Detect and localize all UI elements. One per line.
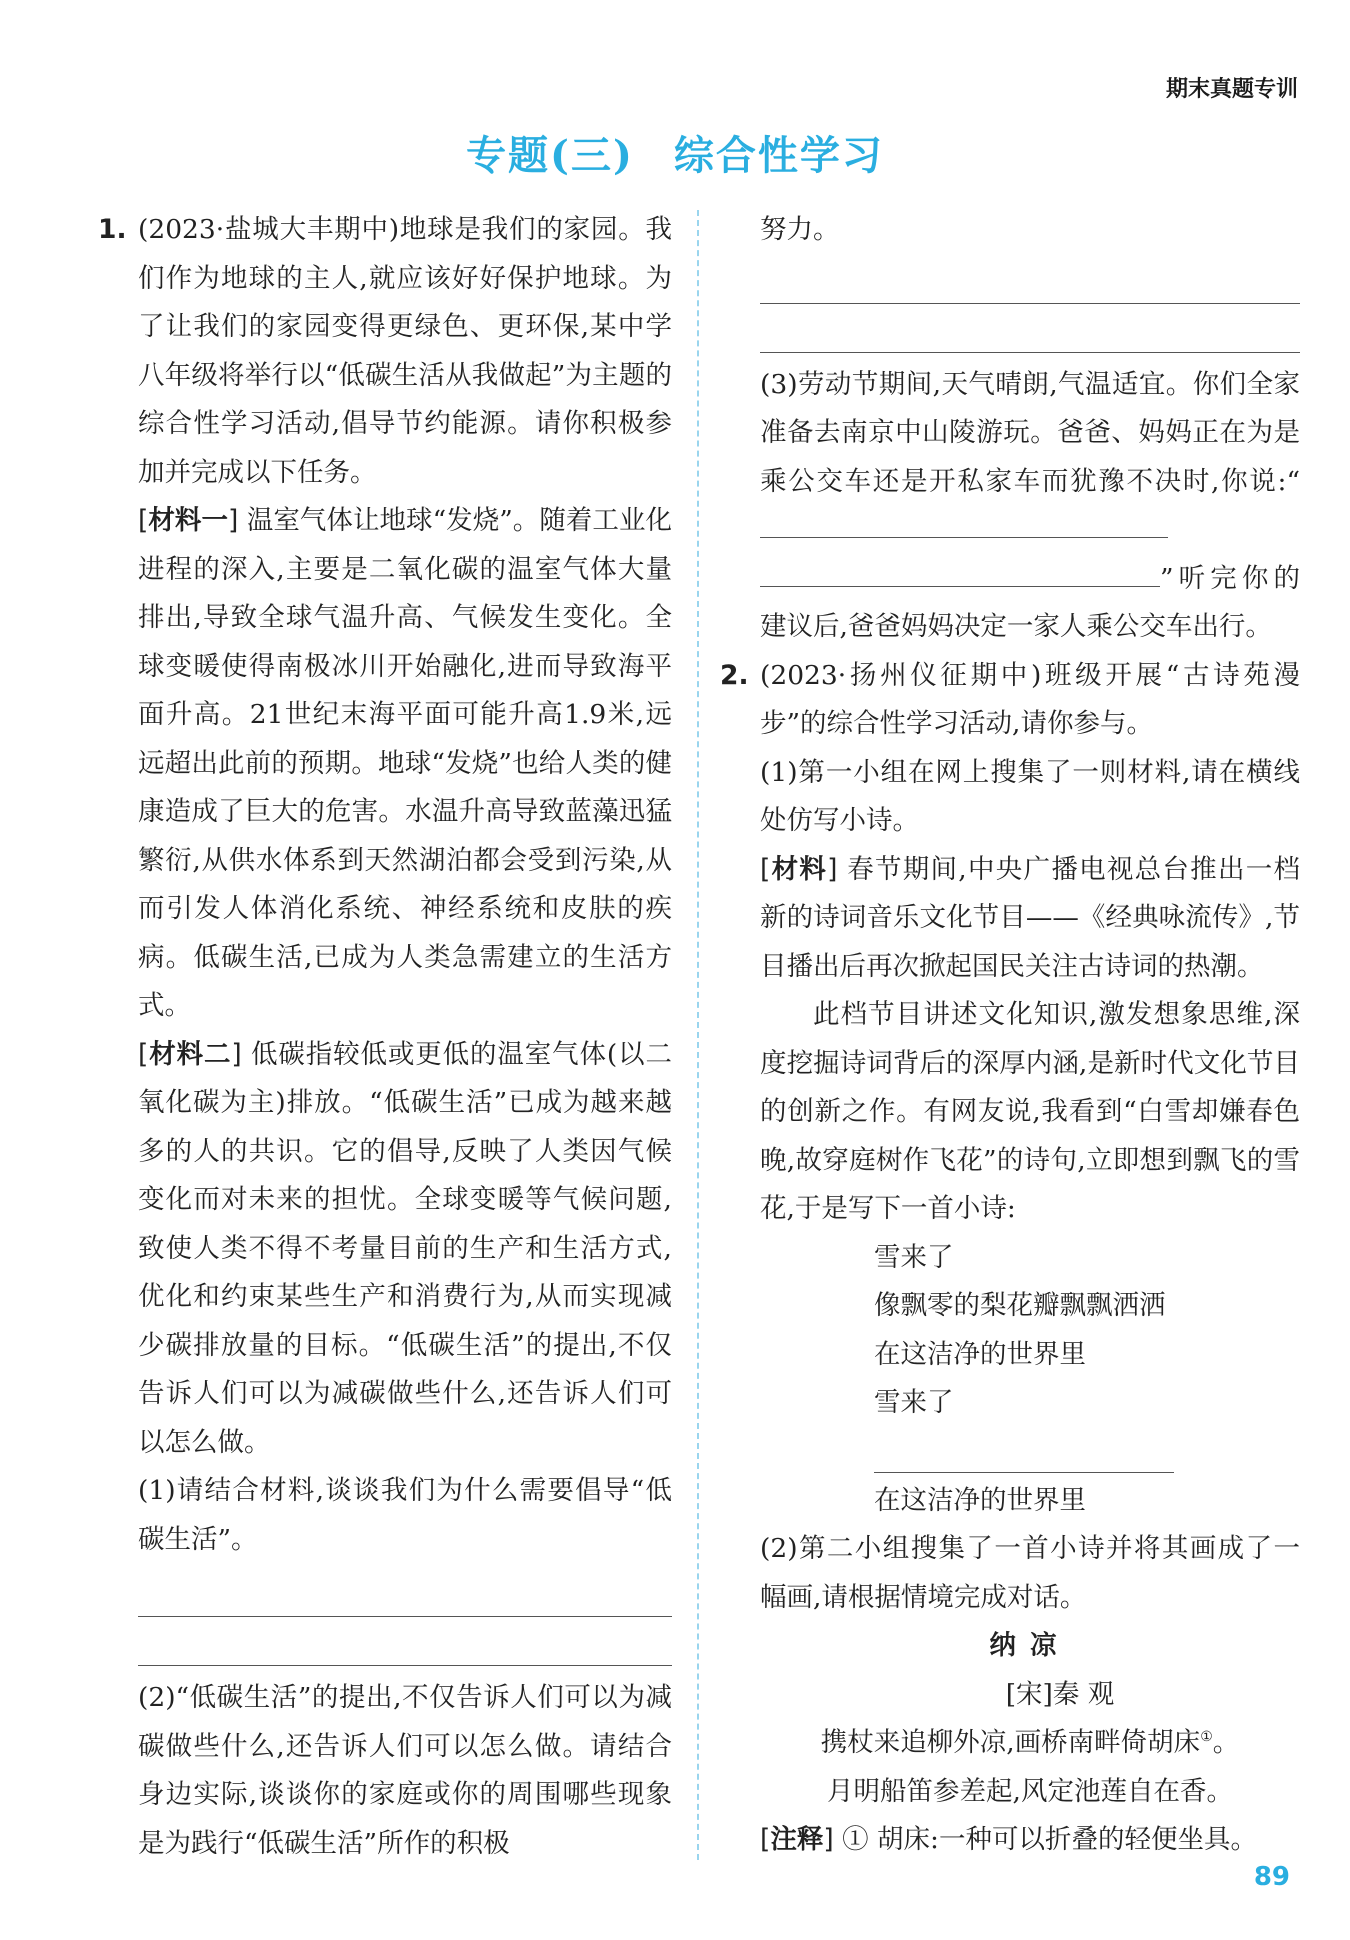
poem-line: 在这洁净的世界里	[874, 1484, 1086, 1516]
question-2-sub-1: (1)第一小组在网上搜集了一则材料,请在横线处仿写小诗。	[760, 756, 1300, 836]
material-text-1: 春节期间,中央广播电视总台推出一档新的诗词音乐文化节目——《经典咏流传》,节目播出后再次掀起国民关注古诗词的热潮。	[760, 853, 1300, 982]
sub-question-1: (1)请结合材料,谈谈我们为什么需要倡导“低碳生活”。	[138, 1475, 672, 1555]
material	[760, 846, 1300, 992]
poem-2-line-2: 月明船笛参差起,风定池莲自在香。	[827, 1775, 1233, 1807]
question-2-intro	[720, 652, 1300, 749]
answer-line[interactable]	[138, 1617, 672, 1666]
question-2-sub-2: (2)第二小组搜集了一首小诗并将其画成了一幅画,请根据情境完成对话。	[760, 1533, 1300, 1613]
poem-2-author: [宋]秦 观	[1005, 1678, 1115, 1710]
material-text-2: 此档节目讲述文化知识,激发想象思维,深度挖掘诗词背后的深厚内涵,是新时代文化节目的创新之作。有网友说,我看到“白雪却嫌春色晚,故穿庭树作飞花”的诗句,立即想到飘飞的雪花,于是写下一首小诗:	[760, 999, 1300, 1224]
column-divider	[697, 210, 699, 1860]
answer-line[interactable]	[138, 1568, 672, 1617]
note-marker: ①	[1200, 1729, 1213, 1746]
material-2	[138, 1031, 672, 1468]
material-2-text: 低碳指较低或更低的温室气体(以二氧化碳为主)排放。“低碳生活”已成为越来越多的人的共识。它的倡导,反映了人类因气候变化而对未来的担忧。全球变暖等气候问题,致使人类不得不考量目前的生产和生活方式,优化和约束某些生产和消费行为,从而实现减少碳排放量的目标。“低碳生活”的提出,不仅告诉人们可以为减碳做些什么,还告诉人们可以怎么做。	[138, 1038, 673, 1458]
answer-line[interactable]	[760, 304, 1300, 353]
question-1-number: 1.	[98, 214, 127, 245]
question-2-number: 2.	[720, 659, 749, 691]
sub-question-3	[760, 361, 1300, 652]
title-name: 综合性学习	[673, 132, 884, 179]
poem-line: 雪来了	[874, 1241, 954, 1273]
continuation-text: 努力。	[760, 214, 840, 245]
annotation-text: ① 胡床:一种可以折叠的轻便坐具。	[842, 1824, 1257, 1855]
header-tag: 期末真题专训	[1165, 77, 1298, 102]
question-2-text: (2023·扬州仪征期中)班级开展“古诗苑漫步”的综合性学习活动,请你参与。	[760, 659, 1300, 739]
question-1-text: (2023·盐城大丰期中)地球是我们的家园。我们作为地球的主人,就应该好好保护地球。为了让我们的家园变得更绿色、更环保,某中学八年级将举行以“低碳生活从我做起”为主题的综合性学习活动,倡导节约能源。请你积极参加并完成以下任务。	[138, 214, 672, 488]
material-1-tag: [ 材料一 ]	[138, 505, 238, 536]
material-1	[138, 497, 672, 1031]
page-title	[0, 124, 1350, 181]
poem-2-line-1-text: 携杖来追柳外凉,画桥南畔倚胡床	[820, 1727, 1201, 1758]
annotation-tag: [ 注释 ]	[760, 1824, 834, 1855]
answer-blank[interactable]	[760, 556, 1160, 587]
poem-line: 像飘零的梨花瓣飘飘洒洒	[874, 1290, 1166, 1321]
poem-line: 在这洁净的世界里	[874, 1338, 1086, 1370]
poem-line: 雪来了	[874, 1387, 954, 1418]
sub-question-3-text: (3)劳动节期间,天气晴朗,气温适宜。你们全家准备去南京中山陵游玩。爸爸、妈妈正在为是乘公交车还是开私家车而犹豫不决时,你说:“	[760, 368, 1300, 497]
question-1-intro	[98, 206, 672, 497]
right-column	[720, 206, 1300, 1865]
poem-answer-blank[interactable]	[874, 1428, 1174, 1473]
left-column	[98, 206, 673, 1868]
material-tag: [ 材料 ]	[760, 854, 838, 885]
page-number: 89	[1253, 1862, 1290, 1892]
sub-question-2: (2)“低碳生活”的提出,不仅告诉人们可以为减碳做些什么,还告诉人们可以怎么做。请结合身边实际,谈谈你的家庭或你的周围哪些现象是为践行“低碳生活”所作的积极	[138, 1682, 672, 1859]
poem-2-line-1	[760, 1719, 1300, 1768]
sub-question-3-end: ”听完你的建议后,爸爸妈妈决定一家人乘公交车出行。	[760, 562, 1300, 642]
answer-blank[interactable]	[760, 507, 1168, 538]
title-topic: 专题(三)	[466, 132, 634, 179]
poem-2-line-1-end: 。	[1212, 1727, 1240, 1758]
material-1-text: 温室气体让地球“发烧”。随着工业化进程的深入,主要是二氧化碳的温室气体大量排出,导致全球气温升高、气候发生变化。全球变暖使得南极冰川开始融化,进而导致海平面升高。21世纪末海平面可能升高1.9米,远远超出此前的预期。地球“发烧”也给人类的健康造成了巨大的危害。水温升高导致蓝藻迅猛繁衍,从供水体系到天然湖泊都会受到污染,从而引发人体消化系统、神经系统和皮肤的疾病。低碳生活,已成为人类急需建立的生活方式。	[138, 505, 672, 1021]
poem-2-title: 纳凉	[989, 1630, 1071, 1661]
material-2-tag: [ 材料二 ]	[138, 1039, 242, 1070]
answer-line[interactable]	[760, 255, 1300, 304]
annotation	[760, 1816, 1300, 1865]
